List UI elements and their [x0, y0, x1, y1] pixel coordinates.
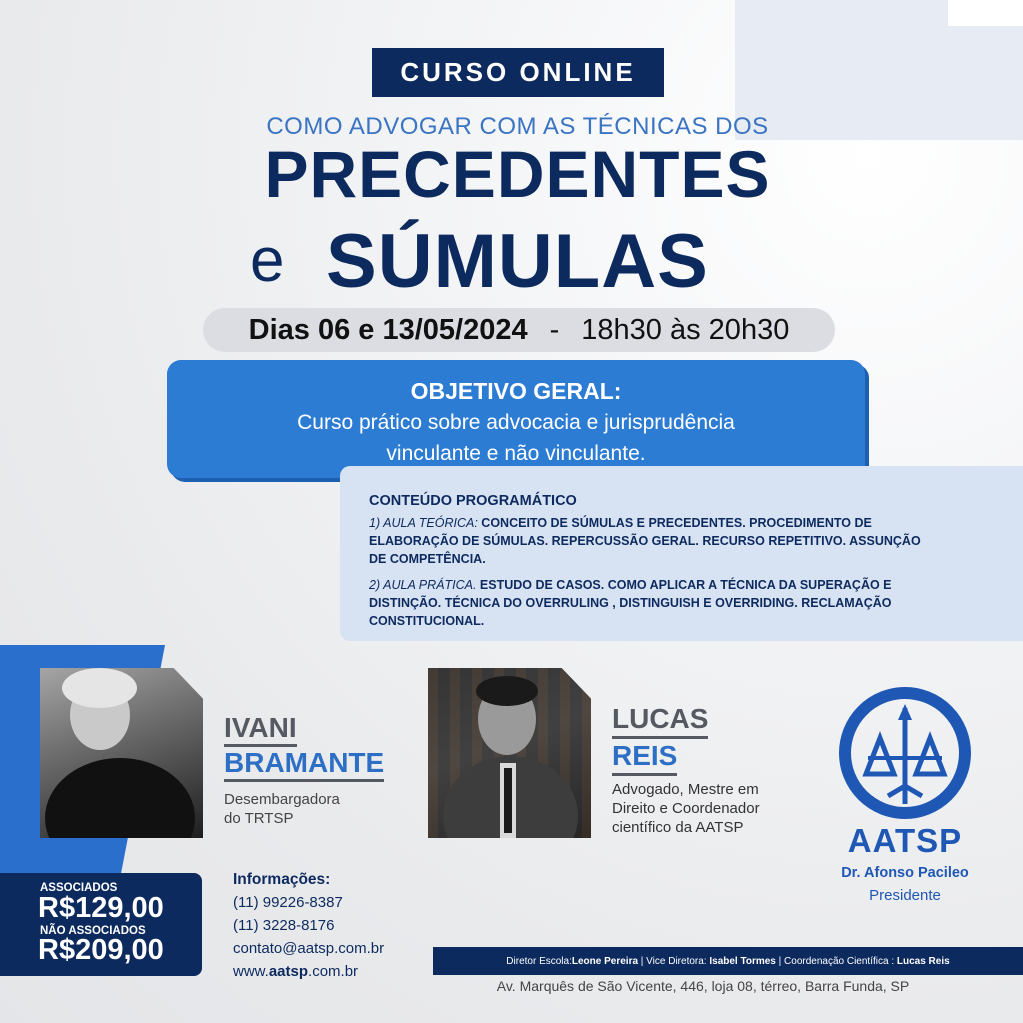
contact-email[interactable]: contato@aatsp.com.br — [233, 940, 385, 957]
address: Av. Marquês de São Vicente, 446, loja 08, térreo, Barra Funda, SP — [496, 978, 910, 994]
website-suffix: .com.br — [308, 963, 359, 980]
coordination-label: | Coordenação Científica : — [775, 955, 897, 967]
contact-phone-1[interactable]: (11) 99226-8387 — [233, 894, 343, 911]
date-time-pill — [203, 308, 835, 352]
contact-phone-2[interactable]: (11) 3228-8176 — [233, 917, 335, 934]
objective-text-line1: Curso prático sobre advocacia e jurisprudência — [297, 411, 735, 434]
website-prefix: www. — [233, 963, 269, 980]
speaker2-role-line3: científico da AATSP — [612, 819, 744, 836]
contact-heading: Informações: — [233, 871, 331, 888]
speaker1-photo — [40, 668, 203, 838]
staff-bar — [433, 947, 1023, 975]
speaker2-role-line1: Advogado, Mestre em — [612, 781, 759, 798]
speaker2-last-name: REIS — [612, 739, 677, 776]
coordination-name: Lucas Reis — [896, 955, 950, 967]
speaker2-role — [612, 780, 760, 837]
content-item-2-text: ESTUDO DE CASOS. COMO APLICAR A TÉCNICA DA SUPERAÇÃO E DISTINÇÃO. TÉCNICA DO OVERRULING , DISTINGUISH E OVERRIDING. RECLAMAÇÃO CONSTITUCIONAL. — [369, 578, 892, 628]
aatsp-logo-icon — [838, 686, 972, 820]
contact-info — [233, 868, 384, 983]
speaker1-last-name: BRAMANTE — [224, 747, 384, 782]
content-item-2 — [369, 576, 929, 630]
content-box — [340, 466, 1023, 641]
speaker1-first-name: IVANI — [224, 712, 297, 747]
president-name: Dr. Afonso Pacileo — [841, 865, 969, 881]
content-item-2-label: 2) AULA PRÁTICA. — [369, 578, 477, 592]
speaker2-name — [612, 702, 708, 776]
website-domain: aatsp — [268, 963, 309, 980]
speaker1-role-line2: do TRTSP — [224, 810, 294, 827]
content-item-1-label: 1) AULA TEÓRICA: — [369, 516, 478, 530]
course-time: 18h30 às 20h30 — [581, 313, 790, 346]
speaker2-role-line2: Direito e Coordenador — [612, 800, 760, 817]
course-dates: Dias 06 e 13/05/2024 — [248, 313, 528, 346]
objective-text-line2: vinculante e não vinculante. — [386, 442, 646, 465]
course-badge: CURSO ONLINE — [372, 48, 664, 97]
speaker2-first-name: LUCAS — [612, 702, 708, 739]
course-subtitle: COMO ADVOGAR COM AS TÉCNICAS DOS — [266, 113, 769, 140]
speaker1-role-line1: Desembargadora — [224, 791, 340, 808]
course-title-conjunction: e — [250, 226, 285, 295]
date-separator: - — [549, 313, 560, 346]
price-label-members: ASSOCIADOS — [40, 882, 118, 894]
speaker2-photo — [428, 668, 591, 838]
price-box — [0, 873, 202, 976]
price-label-non-members: NÃO ASSOCIADOS — [40, 925, 146, 937]
vice-director-label: | Vice Diretora: — [638, 955, 710, 967]
president-title: Presidente — [869, 887, 941, 904]
price-value-members: R$129,00 — [38, 892, 164, 924]
objective-heading: OBJETIVO GERAL: — [410, 378, 622, 404]
decorative-panel — [948, 0, 1023, 26]
content-item-1-text: CONCEITO DE SÚMULAS E PRECEDENTES. PROCEDIMENTO DE ELABORAÇÃO DE SÚMULAS. REPERCUSSÃO GERAL. RECURSO REPETITIVO. ASSUNÇÃO DE COMPETÊNCIA. — [369, 516, 921, 566]
course-title-line1: PRECEDENTES — [264, 137, 771, 211]
logo-wordmark: AATSP — [847, 822, 963, 859]
contact-website[interactable] — [233, 960, 384, 983]
vice-director-name: Isabel Tormes — [709, 955, 776, 967]
course-title-line2: SÚMULAS — [326, 219, 709, 304]
speaker1-role — [224, 790, 340, 828]
price-value-non-members: R$209,00 — [38, 934, 164, 966]
speaker1-name — [224, 712, 384, 782]
objective-box — [167, 360, 865, 478]
content-heading: CONTEÚDO PROGRAMÁTICO — [369, 493, 577, 509]
content-item-1 — [369, 514, 929, 568]
director-name: Leone Pereira — [571, 955, 639, 967]
director-label: Diretor Escola: — [506, 955, 572, 967]
